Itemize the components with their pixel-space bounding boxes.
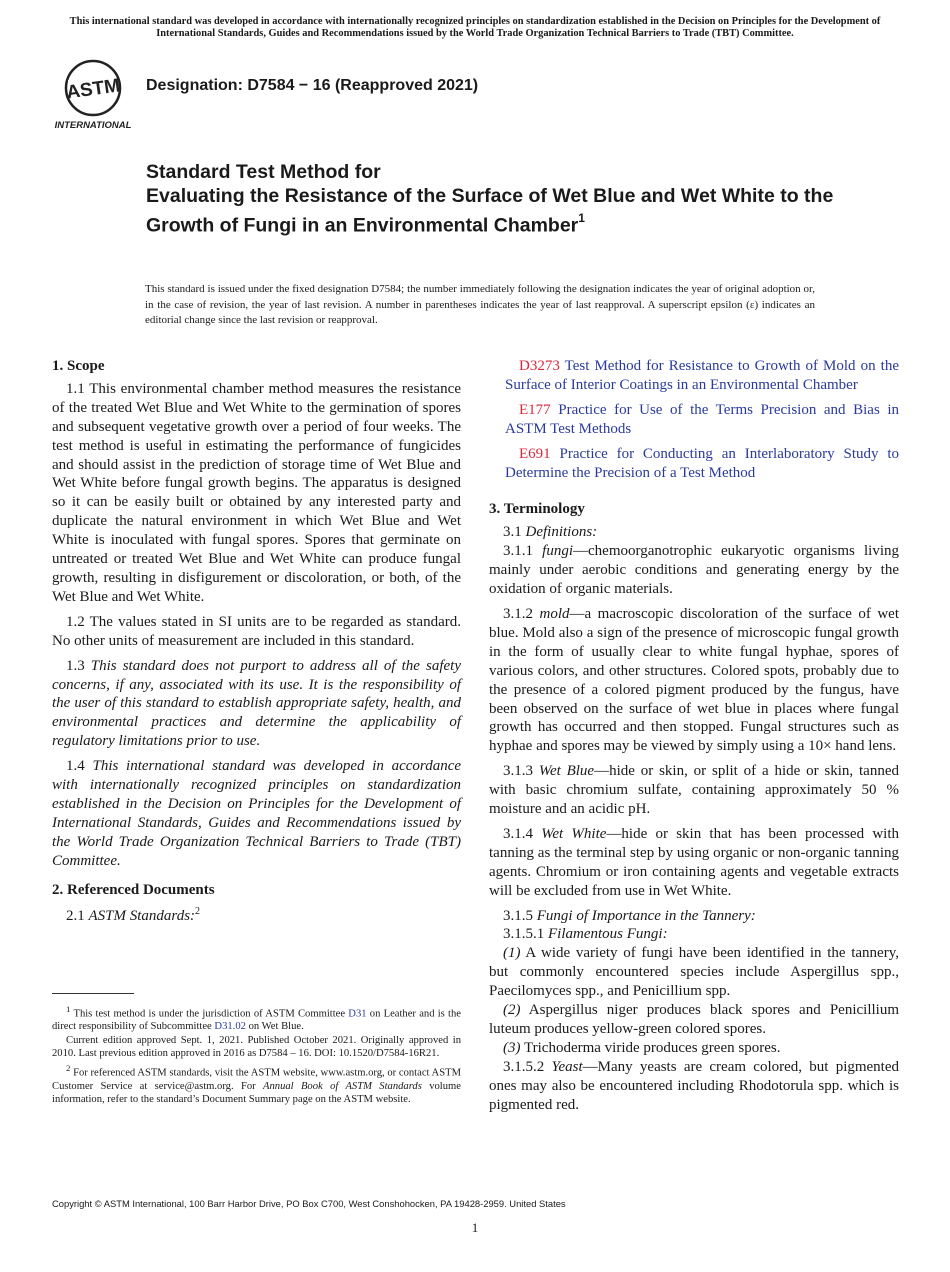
term-num: 3.1.5 [503, 907, 533, 924]
scope-1-4-text: This international standard was developed in accordance with internationally recognized principles on standardization established in the Decision on Principles for the Development of International Standards, Guides and Recommendations issued by the World Trade Organization Technical Barriers to Trade (TBT) Committee. [52, 758, 462, 869]
scope-1-4-num: 1.4 [66, 758, 85, 775]
issuance-note: This standard is issued under the fixed designation D7584; the number immediately following the designation indicates the year of original adoption or, in the case of revision, the year of last revision. A number in parentheses indicates the year of last reapproval. A superscript epsilon (ε) indicates an editorial change since the last revision or reapproval. [145, 283, 815, 326]
referenced-heading: 2. Referenced Documents [52, 881, 215, 898]
document-title [146, 160, 866, 238]
footnote-2-text-a: For referenced ASTM standards, visit the ASTM website, www.astm.org, or contact ASTM Customer Service at service@astm.org. For [52, 1067, 461, 1092]
ref-code[interactable]: D3273 [519, 358, 560, 374]
term-3-1-1 [489, 542, 899, 599]
term-3-1 [489, 523, 899, 542]
scope-1-3-num: 1.3 [66, 657, 85, 674]
ref-title[interactable]: Practice for Conducting an Interlaboratory Study to Determine the Precision of a Test Method [505, 445, 899, 481]
footnote-2-mark: 2 [66, 1063, 71, 1074]
term-num: 3.1.5.1 [503, 926, 545, 943]
scope-1-3 [52, 657, 461, 752]
term-definition: —Many yeasts are cream colored, but pigmented ones may also be encountered including Rhodotorula spp. which is pigmented red. [489, 1058, 900, 1113]
astm-logo [52, 56, 134, 132]
term-3-1-4 [489, 825, 899, 901]
astm-logo-icon [52, 56, 134, 132]
title-footnote-mark: 1 [578, 211, 585, 225]
term-word: Wet Blue [538, 763, 595, 780]
term-num: 3.1.3 [503, 763, 533, 780]
term-num: 3.1.5.2 [503, 1058, 545, 1075]
footnote-rule [52, 993, 134, 994]
ref-e691[interactable] [489, 445, 899, 483]
ref-e177[interactable] [489, 401, 899, 439]
term-word: fungi [542, 543, 573, 560]
left-column [52, 357, 461, 926]
term-3-1-5 [489, 907, 899, 926]
fungi-item-1 [489, 944, 899, 1001]
svg-text:ASTM: ASTM [65, 75, 122, 104]
term-num: 3.1.1 [503, 543, 533, 560]
terminology-heading: 3. Terminology [489, 501, 585, 518]
committee-link[interactable]: D31 [348, 1008, 367, 1020]
page-number: 1 [471, 1220, 479, 1235]
term-num: 3.1.2 [503, 605, 533, 622]
footnote-2 [52, 1062, 461, 1106]
ref-title[interactable]: Practice for Use of the Terms Precision and Bias in ASTM Test Methods [505, 401, 900, 437]
term-num: 3.1.4 [503, 825, 533, 842]
term-3-1-text: Definitions: [525, 524, 598, 541]
item-num: (3) [503, 1039, 521, 1056]
designation: Designation: D7584 − 16 (Reapproved 2021) [146, 77, 479, 94]
item-text: Aspergillus niger produces black spores and Penicillium luteum produces yellow-green colored spores. [489, 1002, 899, 1037]
svg-text:INTERNATIONAL: INTERNATIONAL [54, 120, 132, 131]
ref-d3273[interactable] [489, 357, 899, 395]
footnote-1-text-c: on Wet Blue. [245, 1021, 304, 1033]
title-main [146, 184, 866, 238]
term-3-1-3 [489, 762, 899, 819]
scope-1-2: 1.2 The values stated in SI units are to be regarded as standard. No other units of measurement are included in this standard. [52, 613, 461, 649]
term-3-1-5-2 [489, 1058, 899, 1115]
astm-standards-mark: 2 [195, 906, 201, 918]
footnote-2-italic: Annual Book of ASTM Standards [263, 1080, 422, 1092]
term-definition: —chemoorganotrophic eukaryotic organisms living mainly under aerobic conditions and generating energy by the oxidation of organic materials. [489, 543, 899, 598]
astm-standards-label: ASTM Standards: [88, 908, 196, 925]
fungi-item-3 [489, 1039, 899, 1058]
term-definition: —hide or skin, or split of a hide or skin, tanned with basic chromium sulfate, containing approximately 50 % moisture and an acidic pH. [489, 763, 899, 818]
term-definition: —hide or skin that has been processed with tanning as the terminal step by using organic or non-organic tanning agents. Chromium or iron containing agents and vegetable extracts will be excluded from use in Wet White. [489, 825, 899, 899]
scope-1-4 [52, 757, 461, 870]
footnote-1-text-b: on Leather and is the direct responsibility of Subcommittee [52, 1008, 461, 1033]
footnote-1-text-a: This test method is under the jurisdiction of ASTM Committee [73, 1008, 349, 1020]
footnote-1-mark: 1 [66, 1004, 71, 1014]
ref-code[interactable]: E691 [519, 445, 551, 462]
fungi-item-2 [489, 1001, 899, 1039]
scope-1-3-text: This standard does not purport to address all of the safety concerns, if any, associated with its use. It is the responsibility of the user of this standard to establish appropriate safety, health, and environmental practices and determine the applicability of regulatory limitations prior to use. [52, 657, 461, 750]
ref-code[interactable]: E177 [519, 401, 551, 418]
footnote-1 [52, 1003, 461, 1034]
ref-title[interactable]: Test Method for Resistance to Growth of Mold on the Surface of Interior Coatings in an Environmental Chamber [505, 358, 899, 393]
footnote-edition: Current edition approved Sept. 1, 2021. Published October 2021. Originally approved in 2010. Last previous edition approved in 2016 as D7584 – 16. DOI: 10.1520/D7584-16R21. [52, 1035, 461, 1060]
term-word: Wet White [541, 825, 607, 842]
term-heading: Fungi of Importance in the Tannery: [536, 907, 756, 924]
astm-standards-subhead [52, 903, 461, 926]
term-heading: Filamentous Fungi: [548, 926, 668, 943]
trade-notice: This international standard was developed in accordance with internationally recognized principles on standardization established in the Decision on Principles for the Development of International Standards, Guides and Recommendations issued by the World Trade Organization Technical Barriers to Trade (TBT) Committee. [69, 16, 881, 39]
item-text: Trichoderma viride produces green spores. [523, 1039, 781, 1056]
title-line-1: Standard Test Method for [146, 161, 381, 183]
term-3-1-2 [489, 605, 899, 756]
copyright: Copyright © ASTM International, 100 Barr Harbor Drive, PO Box C700, West Conshohocken, PA 19428-2959. United States [52, 1198, 566, 1209]
title-main-text: Evaluating the Resistance of the Surface of Wet Blue and Wet White to the Growth of Fungi in an Environmental Chamber [146, 185, 834, 237]
term-word: mold [539, 605, 570, 622]
footnote-2-text-b: volume information, refer to the standard’s Document Summary page on the ASTM website. [52, 1080, 461, 1105]
term-3-1-num: 3.1 [503, 524, 522, 541]
term-3-1-5-1 [489, 925, 899, 944]
scope-heading: 1. Scope [52, 358, 105, 374]
scope-1-1: 1.1 This environmental chamber method measures the resistance of the treated Wet Blue and Wet White to the germination of spores and subsequent vegetative growth over a period of four weeks. The test method is useful in estimating the performance of fungicides and should assist in the prediction of storage time of Wet Blue and Wet White before fungal growth begins. The apparatus is designed so it can be easily built or obtained by any interested party and duplicate the natural environment in which Wet Blue and Wet White is inoculated with fungal spores. Spores that germinate on untreated or treated Wet Blue and Wet White can produce fungal growth, resulting in disfigurement or discoloration, or both, of the Wet Blue and Wet White. [52, 380, 461, 605]
item-num: (1) [503, 945, 521, 962]
subcommittee-link[interactable]: D31.02 [214, 1021, 246, 1033]
footnotes [52, 1003, 461, 1107]
term-definition: —a macroscopic discoloration of the surface of wet blue. Mold also a sign of the presence of microscopic fungal growth in the form of usually clear to white fungal hyphae, spores of various colors, and other structures. Colored spots, probably due to the presence of a colored pigment produced by the fungus, have been observed on the surface of wet blue in places where fungal growth has occurred and then stopped. Fungal structures such as hyphae and spores may be viewed by simply using a 10× hand lens. [489, 605, 899, 755]
item-num: (2) [503, 1002, 521, 1019]
term-word: Yeast [551, 1058, 583, 1075]
astm-standards-num: 2.1 [66, 908, 85, 925]
right-column [489, 357, 899, 1121]
item-text: A wide variety of fungi have been identified in the tannery, but commonly encountered species include Aspergillus spp., Paecilomyces spp., and Penicillium spp. [489, 945, 899, 1000]
